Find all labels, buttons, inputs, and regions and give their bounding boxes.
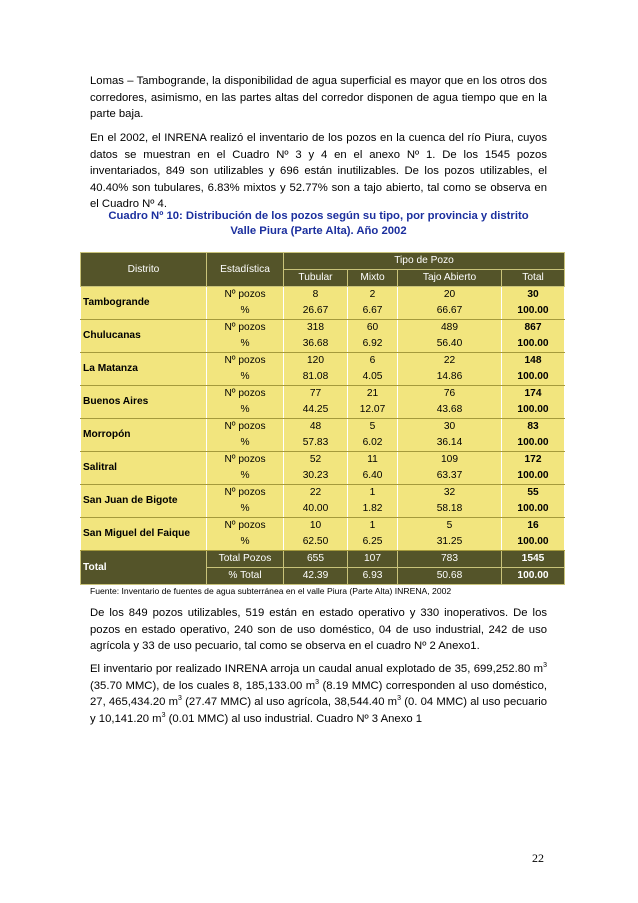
stat-label: % bbox=[207, 534, 284, 551]
percent-tajo-abierto: 66.67 bbox=[398, 303, 502, 320]
table-caption bbox=[90, 209, 547, 239]
percent-total: 100.00 bbox=[502, 501, 565, 518]
percent-mixto: 4.05 bbox=[348, 369, 398, 386]
count-tajo-abierto: 489 bbox=[398, 320, 502, 337]
total-name: Total bbox=[81, 551, 207, 585]
percent-total: 100.00 bbox=[502, 303, 565, 320]
count-mixto: 5 bbox=[348, 419, 398, 436]
count-tubular: 77 bbox=[284, 386, 348, 403]
count-total: 1545 bbox=[502, 551, 565, 568]
count-tajo-abierto: 22 bbox=[398, 353, 502, 370]
stat-label: Nº pozos bbox=[207, 287, 284, 304]
percent-tajo-abierto: 14.86 bbox=[398, 369, 502, 386]
percent-total: 100.00 bbox=[502, 369, 565, 386]
count-total: 174 bbox=[502, 386, 565, 403]
percent-tubular: 36.68 bbox=[284, 336, 348, 353]
percent-tajo-abierto: 56.40 bbox=[398, 336, 502, 353]
caption-line-2: Valle Piura (Parte Alta). Año 2002 bbox=[230, 225, 407, 237]
percent-total: 100.00 bbox=[502, 468, 565, 485]
count-mixto: 107 bbox=[348, 551, 398, 568]
header-mixto: Mixto bbox=[348, 270, 398, 287]
count-tubular: 22 bbox=[284, 485, 348, 502]
flow-text-b: (35.70 MMC), de los cuales 8, 185,133.00 m bbox=[90, 679, 316, 692]
percent-tajo-abierto: 63.37 bbox=[398, 468, 502, 485]
count-total: 83 bbox=[502, 419, 565, 436]
percent-tubular: 81.08 bbox=[284, 369, 348, 386]
stat-label: Nº pozos bbox=[207, 386, 284, 403]
table-row bbox=[81, 419, 565, 436]
percent-mixto: 6.93 bbox=[348, 568, 398, 585]
superscript: 3 bbox=[315, 678, 320, 686]
percent-mixto: 6.67 bbox=[348, 303, 398, 320]
stat-label: Nº pozos bbox=[207, 452, 284, 469]
percent-tajo-abierto: 43.68 bbox=[398, 402, 502, 419]
stat-label: % bbox=[207, 435, 284, 452]
district-name: Tambogrande bbox=[81, 287, 207, 320]
count-mixto: 11 bbox=[348, 452, 398, 469]
count-tajo-abierto: 109 bbox=[398, 452, 502, 469]
flow-text-c: (8.19 MMC) corresponden al uso doméstico, 27, 465,434.20 m bbox=[90, 679, 547, 709]
flow-text-e: (0. 04 MMC) al uso pecuario y 10,141.20 m bbox=[90, 696, 547, 725]
table-source: Fuente: Inventario de fuentes de agua subterránea en el valle Piura (Parte Alta) INRENA, 2002 bbox=[90, 586, 452, 596]
count-tubular: 318 bbox=[284, 320, 348, 337]
count-tajo-abierto: 76 bbox=[398, 386, 502, 403]
percent-tubular: 30.23 bbox=[284, 468, 348, 485]
count-total: 867 bbox=[502, 320, 565, 337]
count-mixto: 1 bbox=[348, 518, 398, 535]
table-row bbox=[81, 353, 565, 370]
percent-total: 100.00 bbox=[502, 435, 565, 452]
percent-tubular: 44.25 bbox=[284, 402, 348, 419]
percent-tubular: 62.50 bbox=[284, 534, 348, 551]
wells-table bbox=[80, 252, 565, 585]
count-tajo-abierto: 5 bbox=[398, 518, 502, 535]
count-tubular: 120 bbox=[284, 353, 348, 370]
header-tajo-abierto: Tajo Abierto bbox=[398, 270, 502, 287]
stat-label: % bbox=[207, 369, 284, 386]
superscript: 3 bbox=[397, 695, 401, 703]
header-tubular: Tubular bbox=[284, 270, 348, 287]
stat-label: % Total bbox=[207, 568, 284, 585]
count-mixto: 21 bbox=[348, 386, 398, 403]
header-tipo-de-pozo: Tipo de Pozo bbox=[284, 253, 565, 270]
caption-line-1: Cuadro Nº 10: Distribución de los pozos según su tipo, por provincia y distrito bbox=[108, 210, 529, 222]
percent-mixto: 6.25 bbox=[348, 534, 398, 551]
count-tubular: 8 bbox=[284, 287, 348, 304]
stat-label: Nº pozos bbox=[207, 353, 284, 370]
header-estadistica: Estadística bbox=[207, 253, 284, 287]
district-name: Morropón bbox=[81, 419, 207, 452]
percent-tajo-abierto: 31.25 bbox=[398, 534, 502, 551]
stat-label: Nº pozos bbox=[207, 518, 284, 535]
stat-label: % bbox=[207, 501, 284, 518]
percent-tubular: 26.67 bbox=[284, 303, 348, 320]
table-row bbox=[81, 452, 565, 469]
percent-total: 100.00 bbox=[502, 568, 565, 585]
stat-label: % bbox=[207, 402, 284, 419]
table-row bbox=[81, 551, 565, 568]
stat-label: Total Pozos bbox=[207, 551, 284, 568]
table-row bbox=[81, 518, 565, 535]
stat-label: % bbox=[207, 303, 284, 320]
count-tubular: 52 bbox=[284, 452, 348, 469]
percent-tajo-abierto: 36.14 bbox=[398, 435, 502, 452]
count-tubular: 48 bbox=[284, 419, 348, 436]
table-row bbox=[81, 320, 565, 337]
count-tajo-abierto: 20 bbox=[398, 287, 502, 304]
count-total: 55 bbox=[502, 485, 565, 502]
flow-text-f: (0.01 MMC) al uso industrial. Cuadro Nº 3 Anexo 1 bbox=[165, 712, 423, 725]
superscript: 3 bbox=[161, 711, 166, 719]
flow-text-d: (27.47 MMC) al uso agrícola, 38,544.40 m bbox=[181, 696, 398, 709]
district-name: San Miguel del Faique bbox=[81, 518, 207, 551]
percent-tubular: 57.83 bbox=[284, 435, 348, 452]
district-name: Chulucanas bbox=[81, 320, 207, 353]
percent-mixto: 6.02 bbox=[348, 435, 398, 452]
percent-tajo-abierto: 50.68 bbox=[398, 568, 502, 585]
count-mixto: 1 bbox=[348, 485, 398, 502]
table-row bbox=[81, 287, 565, 304]
superscript: 3 bbox=[178, 695, 182, 703]
stat-label: Nº pozos bbox=[207, 419, 284, 436]
paragraph-flow bbox=[90, 661, 547, 727]
header-total: Total bbox=[502, 270, 565, 287]
percent-mixto: 1.82 bbox=[348, 501, 398, 518]
stat-label: Nº pozos bbox=[207, 485, 284, 502]
percent-tajo-abierto: 58.18 bbox=[398, 501, 502, 518]
stat-label: % bbox=[207, 336, 284, 353]
count-tajo-abierto: 32 bbox=[398, 485, 502, 502]
paragraph-inventory: En el 2002, el INRENA realizó el inventario de los pozos en la cuenca del río Piura, cuyos datos se muestran en el Cuadro Nº 3 y 4 en el anexo Nº 1. De los 1545 pozos inventariados, 849 son utilizables y 696 están inutilizables. De los pozos utilizables, el 40.40% son tubulares, 6.83% mixtos y 52.77% son a tajo abierto, tal como se observa en el Cuadro Nº 4. bbox=[90, 132, 547, 211]
count-tubular: 655 bbox=[284, 551, 348, 568]
count-mixto: 60 bbox=[348, 320, 398, 337]
count-total: 172 bbox=[502, 452, 565, 469]
header-distrito: Distrito bbox=[81, 253, 207, 287]
superscript: 3 bbox=[543, 662, 547, 669]
flow-text-a: El inventario por realizado INRENA arroja un caudal anual explotado de 35, 699,252.80 m bbox=[90, 663, 544, 675]
percent-tubular: 40.00 bbox=[284, 501, 348, 518]
district-name: San Juan de Bigote bbox=[81, 485, 207, 518]
count-mixto: 2 bbox=[348, 287, 398, 304]
percent-tubular: 42.39 bbox=[284, 568, 348, 585]
stat-label: % bbox=[207, 468, 284, 485]
district-name: Buenos Aires bbox=[81, 386, 207, 419]
count-mixto: 6 bbox=[348, 353, 398, 370]
count-tajo-abierto: 783 bbox=[398, 551, 502, 568]
page-number: 22 bbox=[532, 851, 544, 865]
percent-total: 100.00 bbox=[502, 534, 565, 551]
count-total: 148 bbox=[502, 353, 565, 370]
district-name: La Matanza bbox=[81, 353, 207, 386]
percent-total: 100.00 bbox=[502, 336, 565, 353]
table-row bbox=[81, 485, 565, 502]
percent-total: 100.00 bbox=[502, 402, 565, 419]
count-total: 30 bbox=[502, 287, 565, 304]
table-row bbox=[81, 386, 565, 403]
count-total: 16 bbox=[502, 518, 565, 535]
stat-label: Nº pozos bbox=[207, 320, 284, 337]
count-tubular: 10 bbox=[284, 518, 348, 535]
percent-mixto: 12.07 bbox=[348, 402, 398, 419]
percent-mixto: 6.92 bbox=[348, 336, 398, 353]
paragraph-intro: Lomas – Tambogrande, la disponibilidad de agua superficial es mayor que en los otros dos corredores, asimismo, en las partes altas del corredor disponen de agua tiempo que en la parte baja. bbox=[90, 75, 547, 121]
district-name: Salitral bbox=[81, 452, 207, 485]
percent-mixto: 6.40 bbox=[348, 468, 398, 485]
paragraph-operative: De los 849 pozos utilizables, 519 están en estado operativo y 330 inoperativos. De los pozos en estado operativo, 240 son de uso doméstico, 04 de uso industrial, 242 de uso agrícola y 33 de uso pecuario, tal como se observa en el cuadro Nº 2 Anexo1. bbox=[90, 607, 547, 653]
count-tajo-abierto: 30 bbox=[398, 419, 502, 436]
